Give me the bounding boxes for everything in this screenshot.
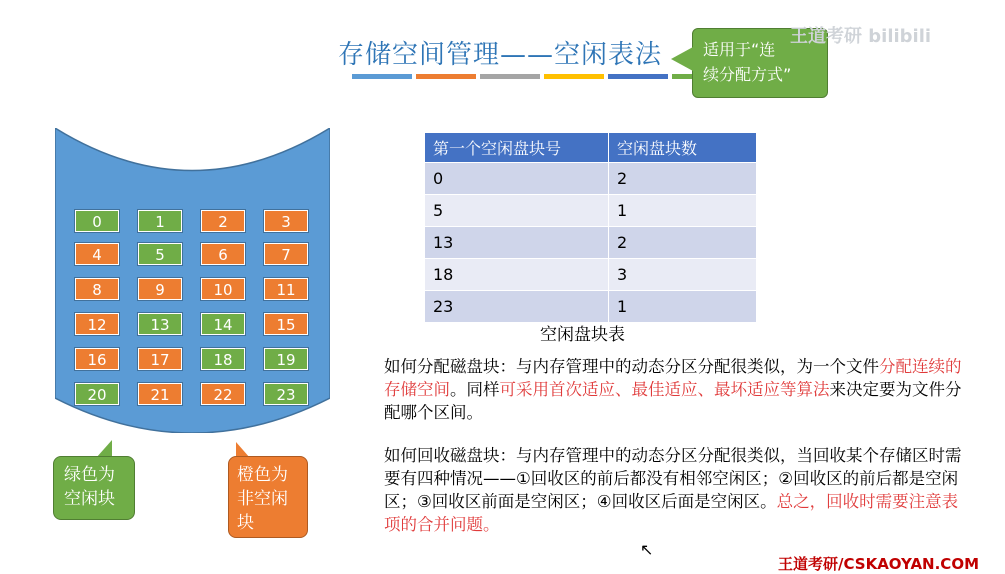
disk-block-21: 21 bbox=[138, 383, 182, 405]
para-highlight: 可采用首次适应、最佳适应、最坏适应等算法 bbox=[499, 380, 830, 399]
legend-text: 橙色为 bbox=[237, 465, 288, 485]
title-bar bbox=[352, 74, 412, 79]
para-highlight: 总之，回收时需要注意表项的合并问题。 bbox=[384, 492, 959, 534]
mouse-cursor-icon: ↖ bbox=[640, 540, 654, 559]
free-block-table bbox=[424, 132, 757, 323]
table-row bbox=[425, 291, 757, 323]
legend-orange-bubble bbox=[228, 456, 308, 538]
disk-block-20: 20 bbox=[75, 383, 119, 405]
table-cell: 13 bbox=[425, 227, 609, 259]
table-cell: 2 bbox=[609, 163, 757, 195]
disk-block-14: 14 bbox=[201, 313, 245, 335]
disk-block-16: 16 bbox=[75, 348, 119, 370]
disk-block-12: 12 bbox=[75, 313, 119, 335]
disk-block-23: 23 bbox=[264, 383, 308, 405]
table-row bbox=[425, 195, 757, 227]
title-bar bbox=[480, 74, 540, 79]
disk-block-17: 17 bbox=[138, 348, 182, 370]
callout-line: 续分配方式” bbox=[703, 65, 792, 84]
para-text: 。同样 bbox=[450, 380, 500, 399]
table-cell: 1 bbox=[609, 195, 757, 227]
table-cell: 3 bbox=[609, 259, 757, 291]
legend-text: 非空闲 bbox=[237, 489, 288, 509]
callout-line: 适用于“连 bbox=[703, 40, 776, 59]
disk-block-0: 0 bbox=[75, 210, 119, 232]
disk-block-1: 1 bbox=[138, 210, 182, 232]
disk-block-19: 19 bbox=[264, 348, 308, 370]
table-row bbox=[425, 227, 757, 259]
recycle-paragraph bbox=[384, 444, 974, 536]
para-highlight: 分配连续的存储空间 bbox=[384, 357, 962, 399]
legend-text: 绿色为 bbox=[64, 465, 115, 485]
title-bar bbox=[608, 74, 668, 79]
table-caption: 空闲盘块表 bbox=[540, 325, 625, 345]
title-bar bbox=[416, 74, 476, 79]
disk-block-3: 3 bbox=[264, 210, 308, 232]
disk-block-13: 13 bbox=[138, 313, 182, 335]
para-text: 如何回收磁盘块：与内存管理中的动态分区分配很类似，当回收某个存储区时需要有四种情况——①回收区的前后都没有相邻空闲区；②回收区的前后都是空闲区；③回收区前面是空闲区；④回收区后面是空闲区。 bbox=[384, 446, 962, 511]
disk-block-9: 9 bbox=[138, 278, 182, 300]
legend-green-bubble bbox=[53, 456, 135, 520]
disk-block-8: 8 bbox=[75, 278, 119, 300]
table-header-cell: 空闲盘块数 bbox=[609, 133, 757, 163]
allocation-paragraph bbox=[384, 355, 974, 424]
table-cell: 1 bbox=[609, 291, 757, 323]
disk-block-10: 10 bbox=[201, 278, 245, 300]
table-cell: 0 bbox=[425, 163, 609, 195]
disk-block-2: 2 bbox=[201, 210, 245, 232]
legend-text: 块 bbox=[237, 513, 254, 533]
legend-text: 空闲块 bbox=[64, 489, 115, 509]
watermark-logo: 王道考研 bilibili bbox=[790, 26, 932, 47]
title-underline-bars bbox=[352, 74, 732, 79]
disk-block-22: 22 bbox=[201, 383, 245, 405]
table-row bbox=[425, 163, 757, 195]
disk-block-18: 18 bbox=[201, 348, 245, 370]
table-header-row bbox=[425, 133, 757, 163]
table-cell: 5 bbox=[425, 195, 609, 227]
disk-block-15: 15 bbox=[264, 313, 308, 335]
table-row bbox=[425, 259, 757, 291]
table-cell: 18 bbox=[425, 259, 609, 291]
table-cell: 23 bbox=[425, 291, 609, 323]
title-bar bbox=[544, 74, 604, 79]
disk-block-11: 11 bbox=[264, 278, 308, 300]
disk-block-4: 4 bbox=[75, 243, 119, 265]
table-cell: 2 bbox=[609, 227, 757, 259]
disk-block-5: 5 bbox=[138, 243, 182, 265]
footer-brand: 王道考研/CSKAOYAN.COM bbox=[778, 555, 979, 573]
table-header-cell: 第一个空闲盘块号 bbox=[425, 133, 609, 163]
disk-block-6: 6 bbox=[201, 243, 245, 265]
para-text: 来决定要为文件分配哪个区间。 bbox=[384, 380, 962, 422]
slide-title: 存储空间管理——空闲表法 bbox=[338, 40, 663, 70]
disk-block-7: 7 bbox=[264, 243, 308, 265]
para-text: 如何分配磁盘块：与内存管理中的动态分区分配很类似，为一个文件 bbox=[384, 357, 879, 376]
